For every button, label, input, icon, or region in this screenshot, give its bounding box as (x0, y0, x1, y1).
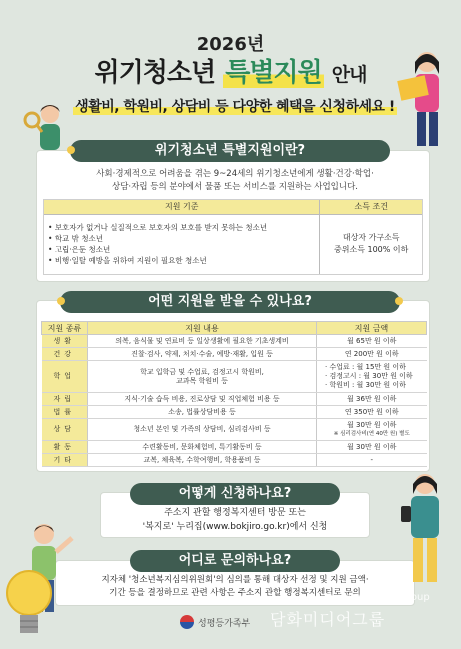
criteria-item: • 비행·일탈 예방을 위하여 지원이 필요한 청소년 (48, 256, 207, 266)
row-amount: · 수업료 : 월 15만 원 이하 · 검정고시 : 월 30만 원 이하 · 학원비 : 월 30만 원 이하 (317, 361, 427, 393)
row-content: 의복, 음식물 및 연료비 등 일상생활에 필요한 기초생계비 (88, 335, 317, 348)
row-type: 생활 (42, 335, 88, 348)
section-heading-apply: 어떻게 신청하나요? (130, 483, 340, 505)
table-row (42, 406, 427, 419)
row-type: 건강 (42, 348, 88, 361)
table-row (42, 441, 427, 454)
criteria-table (43, 199, 423, 275)
row-type: 자립 (42, 393, 88, 406)
poster-year: 2026년 (196, 34, 265, 55)
section-heading-contact: 어디로 문의하나요? (130, 550, 340, 572)
ministry-logo (180, 615, 250, 629)
subtitle-text: 생활비, 학원비, 상담비 등 다양한 혜택을 신청하세요 ! (75, 99, 395, 115)
contact-text: 지자체 '청소년복지심의위원회'의 심의를 통해 대상자 선정 및 지원 금액· 기간 등을 결정하므로 관련 사항은 주소지 관할 행정복지센터로 문의 (101, 575, 369, 598)
taegeuk-emblem-icon (180, 615, 194, 629)
row-content: 진찰·검사, 약제, 처치·수술, 예방·재활, 입원 등 (88, 348, 317, 361)
table-row (42, 335, 427, 348)
table-row (42, 393, 427, 406)
row-amount: 월 36만 원 이하 (317, 393, 427, 406)
title-suffix: 안내 (331, 64, 367, 86)
ministry-name: 성평등가족부 (198, 618, 251, 629)
row-type: 학업 (42, 361, 88, 393)
row-amount: 연 200만 원 이하 (317, 348, 427, 361)
poster-subtitle (40, 96, 430, 116)
criteria-item: • 학교 밖 청소년 (48, 234, 104, 244)
col-content: 지원 내용 (88, 322, 317, 335)
criteria-item: • 보호자가 없거나 실질적으로 보호자의 보호를 받지 못하는 청소년 (48, 223, 268, 233)
table-row (42, 361, 427, 393)
row-type: 활동 (42, 441, 88, 454)
row-amount: 월 30만 원 이하 ※ 심리검사비(연 40만 원) 별도 (317, 419, 427, 441)
poster-title (0, 52, 461, 89)
table-row (42, 419, 427, 441)
bullet-dot-icon (57, 297, 65, 305)
row-amount: - (317, 454, 427, 467)
col-type: 지원 종류 (42, 322, 88, 335)
student-with-phone-illustration (395, 470, 455, 590)
criteria-header: 지원 기준 (44, 200, 320, 214)
section-heading-benefits: 어떤 지원을 받을 수 있나요? (60, 291, 400, 313)
row-amount: 월 65만 원 이하 (317, 335, 427, 348)
row-content: 소송, 법률상담비용 등 (88, 406, 317, 419)
row-type: 기타 (42, 454, 88, 467)
income-condition (320, 214, 422, 274)
table-row (42, 454, 427, 467)
income-header: 소득 조건 (320, 200, 422, 214)
bullet-dot-icon (67, 146, 75, 154)
student-reading-book-illustration (395, 48, 455, 158)
row-content: 청소년 본인 및 가족의 상담비, 심리검사비 등 (88, 419, 317, 441)
row-amount: 월 30만 원 이하 (317, 441, 427, 454)
criteria-item: • 고립·은둔 청소년 (48, 245, 111, 255)
row-content: 지식·기술 습득 비용, 진로상담 및 직업체험 비용 등 (88, 393, 317, 406)
row-content: 학교 입학금 및 수업료, 검정고시 학원비, 교과목 학원비 등 (88, 361, 317, 393)
bullet-dot-icon (395, 297, 403, 305)
row-content: 교복, 체육복, 수학여행비, 학용품비 등 (88, 454, 317, 467)
benefits-card (36, 300, 430, 472)
benefits-table-wrap (41, 321, 427, 467)
apply-text: 주소지 관할 행정복지센터 방문 또는 '복지로' 누리집(www.bokjiro.go.kr)에서 신청 (142, 508, 328, 532)
title-main: 위기청소년 (94, 58, 216, 88)
section-heading-about: 위기청소년 특별지원이란? (70, 140, 390, 162)
col-amount: 지원 금액 (317, 322, 427, 335)
income-line1: 대상자 가구소득 (342, 233, 400, 243)
row-amount: 연 350만 원 이하 (317, 406, 427, 419)
row-type: 상담 (42, 419, 88, 441)
watermark-en: DamwhaMediaGroup (325, 592, 430, 603)
income-line2: 중위소득 100% 이하 (334, 245, 409, 255)
row-content: 수련활동비, 문화체험비, 특기활동비 등 (88, 441, 317, 454)
lightbulb-icon (4, 565, 54, 649)
table-row (42, 348, 427, 361)
benefits-table (41, 321, 427, 467)
watermark-ko: 담화미디어그룹 (270, 610, 386, 629)
title-accent: 특별지원 (225, 58, 322, 88)
about-intro: 사회·경제적으로 어려움을 겪는 9~24세의 위기청소년에게 생활·건강·학업· 상담·자립 등의 분야에서 물품 또는 서비스를 지원하는 사업입니다. (96, 169, 374, 192)
row-type: 법률 (42, 406, 88, 419)
criteria-list (44, 214, 320, 274)
